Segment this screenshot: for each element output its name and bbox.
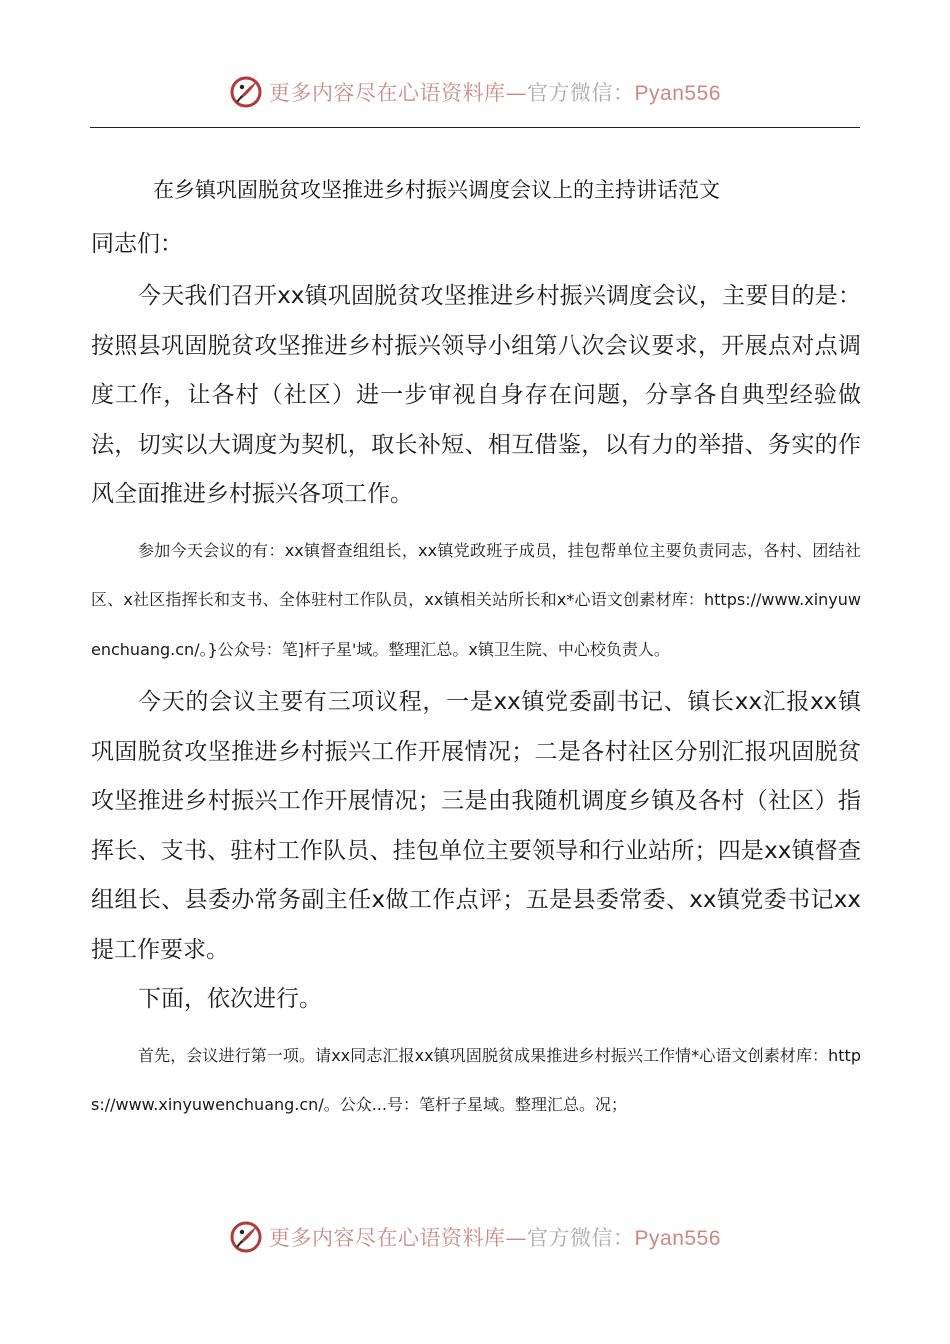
- watermark-site-text: 更多内容尽在心语资料库: [269, 81, 506, 105]
- watermark-text: [269, 77, 721, 107]
- paragraph-agenda: 今天的会议主要有三项议程，一是xx镇党委副书记、镇长xx汇报xx镇巩固脱贫攻坚推进乡村振兴工作开展情况；二是各村社区分别汇报巩固脱贫攻坚推进乡村振兴工作开展情况；三是由我随机调度乡镇及各村（社区）指挥长、支书、驻村工作队员、挂包单位主要领导和行业站所；四是xx镇督查组组长、县委办常务副主任x做工作点评；五是县委常委、xx镇党委书记xx提工作要求。: [91, 689, 861, 963]
- document-title: 在乡镇巩固脱贫攻坚推进乡村振兴调度会议上的主持讲话范文: [153, 178, 720, 202]
- paragraph-meeting-purpose: 今天我们召开xx镇巩固脱贫攻坚推进乡村振兴调度会议，主要目的是：按照县巩固脱贫攻坚推进乡村振兴领导小组第八次会议要求，开展点对点调度工作，让各村（社区）进一步审视自身存在问题，分享各自典型经验做法，切实以大调度为契机，取长补短、相互借鉴，以有力的举措、务实的作风全面推进乡村振兴各项工作。: [91, 283, 861, 507]
- watermark-text: [269, 1222, 721, 1252]
- quill-pen-logo-icon: [229, 1220, 263, 1254]
- paragraph-proceed: 下面，依次进行。: [138, 986, 322, 1012]
- watermark-handle: Pyan556: [634, 1227, 721, 1250]
- watermark-separator: —: [505, 1226, 528, 1250]
- paragraph-first-item: 首先，会议进行第一项。请xx同志汇报xx镇巩固脱贫成果推进乡村振兴工作情*心语文创素材库：https://www.xinyuwenchuang.cn/。公众...号：笔杆子星域。整理汇总。况；: [91, 1045, 861, 1114]
- footer-watermark: [0, 1215, 950, 1259]
- salutation: 同志们：: [91, 231, 183, 257]
- watermark-handle: Pyan556: [634, 82, 721, 105]
- header-divider: [90, 127, 860, 128]
- quill-pen-logo-icon: [229, 75, 263, 109]
- watermark-separator: —: [505, 81, 528, 105]
- document-body: [91, 170, 861, 1134]
- watermark-site-text: 更多内容尽在心语资料库: [269, 1226, 506, 1250]
- paragraph-attendees: 参加今天会议的有：xx镇督查组组长，xx镇党政班子成员，挂包帮单位主要负责同志，各村、团结社区、x社区指挥长和支书、全体驻村工作队员，xx镇相关站所长和x*心语文创素材库：https://www.xinyuwenchuang.cn/。}公众号：笔]杆子星'域。整理汇总。x镇卫生院、中心校负责人。: [91, 540, 861, 659]
- watermark-label: 官方微信：: [527, 81, 635, 105]
- watermark-label: 官方微信：: [527, 1226, 635, 1250]
- header-watermark: [0, 70, 950, 114]
